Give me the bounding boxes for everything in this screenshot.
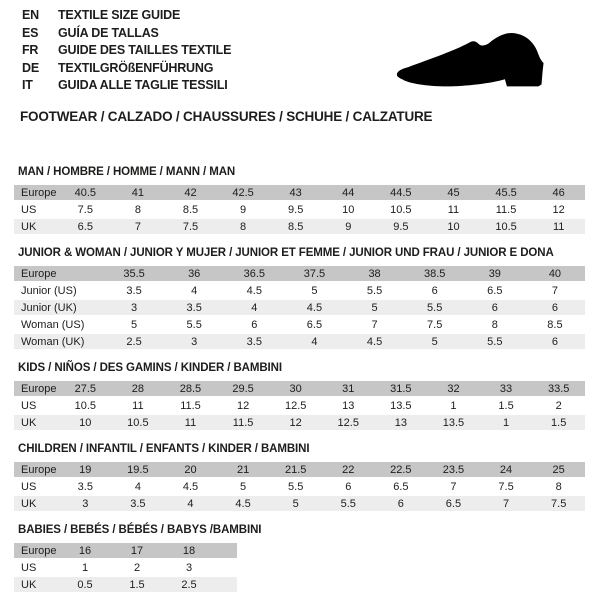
section-children bbox=[14, 443, 585, 513]
size-cell: 2 bbox=[133, 561, 141, 574]
row-label: US bbox=[21, 399, 37, 412]
size-cell: 5 bbox=[240, 480, 247, 493]
size-cell: 40 bbox=[525, 266, 585, 281]
size-cell: 12 bbox=[269, 415, 322, 430]
size-cell: 10.5 bbox=[112, 415, 165, 430]
size-cell: 45.5 bbox=[480, 185, 533, 200]
size-cell: 6.5 bbox=[393, 480, 409, 493]
size-cell: 8 bbox=[555, 480, 562, 493]
size-cell: 11 bbox=[132, 399, 144, 412]
size-cell: 8.5 bbox=[269, 219, 322, 234]
size-cell: 30 bbox=[269, 381, 322, 396]
language-label: TEXTILGRÖßENFÜHRUNG bbox=[58, 60, 214, 75]
size-cell: 35.5 bbox=[104, 266, 164, 281]
language-code: EN bbox=[22, 8, 39, 22]
row-label: UK bbox=[14, 496, 59, 511]
section-babies bbox=[14, 524, 585, 594]
size-cell: 45 bbox=[427, 185, 480, 200]
row-label: UK bbox=[14, 219, 59, 234]
size-cell: 11.5 bbox=[217, 415, 270, 430]
row-label: Europe bbox=[14, 266, 104, 281]
size-cell: 6 bbox=[525, 300, 585, 315]
size-cell: 12.5 bbox=[322, 415, 375, 430]
size-cell: 41 bbox=[112, 185, 165, 200]
language-code: ES bbox=[22, 25, 39, 40]
size-cell: 20 bbox=[164, 462, 217, 477]
size-cell bbox=[215, 543, 237, 558]
size-table-babies bbox=[14, 541, 237, 594]
table-row bbox=[14, 381, 585, 396]
table-row bbox=[14, 496, 585, 511]
size-cell: 3 bbox=[164, 334, 224, 349]
size-cell: 13 bbox=[375, 415, 428, 430]
size-cell: 29.5 bbox=[217, 381, 270, 396]
size-cell: 6 bbox=[375, 496, 428, 511]
size-cell: 37.5 bbox=[284, 266, 344, 281]
size-cell: 6 bbox=[431, 284, 438, 297]
size-cell: 23.5 bbox=[427, 462, 480, 477]
size-cell: 5.5 bbox=[186, 318, 202, 331]
size-cell: 19.5 bbox=[112, 462, 165, 477]
size-cell: 10 bbox=[342, 203, 355, 216]
size-cell: 3 bbox=[185, 561, 193, 574]
size-cell: 6 bbox=[251, 318, 258, 331]
size-cell: 5.5 bbox=[322, 496, 375, 511]
size-tables-area bbox=[14, 166, 585, 594]
size-cell: 5.5 bbox=[366, 284, 383, 297]
table-row bbox=[14, 300, 585, 315]
size-cell: 36.5 bbox=[224, 266, 284, 281]
language-legend bbox=[22, 7, 231, 95]
size-cell: 6 bbox=[465, 300, 525, 315]
size-cell: 11.5 bbox=[495, 203, 517, 216]
size-table-children bbox=[14, 460, 585, 513]
size-cell: 3.5 bbox=[77, 480, 93, 493]
row-label: Junior (UK) bbox=[14, 300, 104, 315]
language-label: GUIDE DES TAILLES TEXTILE bbox=[58, 43, 232, 57]
language-code: IT bbox=[22, 78, 33, 92]
size-cell: 38 bbox=[345, 266, 405, 281]
table-row bbox=[14, 202, 585, 217]
table-row bbox=[14, 479, 585, 494]
row-label: Woman (US) bbox=[21, 318, 85, 331]
table-row bbox=[14, 219, 585, 234]
size-cell: 39 bbox=[465, 266, 525, 281]
size-cell: 7 bbox=[551, 284, 558, 297]
size-cell: 38.5 bbox=[405, 266, 465, 281]
section-title-junior-woman: JUNIOR & WOMAN / JUNIOR Y MUJER / JUNIOR ET FEMME / JUNIOR UND FRAU / JUNIOR E DONA bbox=[18, 247, 554, 259]
size-cell: 7.5 bbox=[498, 480, 514, 493]
size-table-junior-woman bbox=[14, 264, 585, 351]
row-label: UK bbox=[14, 415, 59, 430]
language-code: DE bbox=[22, 60, 39, 75]
size-cell: 10.5 bbox=[390, 203, 412, 216]
section-title-man: MAN / HOMBRE / HOMME / MANN / MAN bbox=[18, 166, 236, 178]
size-cell: 3.5 bbox=[112, 496, 165, 511]
size-cell: 4 bbox=[191, 284, 198, 297]
size-cell: 4.5 bbox=[284, 300, 344, 315]
size-cell: 28.5 bbox=[164, 381, 217, 396]
size-cell: 10.5 bbox=[74, 399, 96, 412]
size-cell: 4.5 bbox=[345, 334, 405, 349]
size-cell: 3.5 bbox=[224, 334, 284, 349]
size-cell: 6.5 bbox=[306, 318, 323, 331]
size-cell: 5 bbox=[269, 496, 322, 511]
section-kids bbox=[14, 362, 585, 432]
size-cell: 32 bbox=[427, 381, 480, 396]
table-row bbox=[14, 317, 585, 332]
row-label: Europe bbox=[14, 462, 59, 477]
size-cell bbox=[215, 560, 237, 575]
size-cell: 33 bbox=[480, 381, 533, 396]
size-cell: 27.5 bbox=[59, 381, 112, 396]
size-cell: 13.5 bbox=[427, 415, 480, 430]
size-cell: 9.5 bbox=[375, 219, 428, 234]
size-cell: 6 bbox=[345, 480, 352, 493]
language-row-it bbox=[22, 77, 231, 95]
table-row bbox=[14, 560, 237, 575]
table-row bbox=[14, 462, 585, 477]
language-row-fr bbox=[22, 42, 231, 60]
language-label: GUÍA DE TALLAS bbox=[58, 25, 159, 40]
size-cell: 7 bbox=[480, 496, 533, 511]
size-cell: 5.5 bbox=[288, 480, 304, 493]
size-cell: 3 bbox=[59, 496, 112, 511]
size-cell: 7 bbox=[371, 318, 378, 331]
size-cell: 7.5 bbox=[164, 219, 217, 234]
section-man bbox=[14, 166, 585, 236]
size-cell: 6.5 bbox=[427, 496, 480, 511]
size-cell: 8 bbox=[491, 318, 498, 331]
size-cell: 11 bbox=[532, 219, 585, 234]
size-cell: 8.5 bbox=[547, 318, 563, 331]
size-cell: 2.5 bbox=[163, 577, 215, 592]
size-cell: 7 bbox=[112, 219, 165, 234]
size-cell: 42.5 bbox=[217, 185, 270, 200]
size-cell: 12 bbox=[236, 399, 250, 412]
size-cell: 40.5 bbox=[59, 185, 112, 200]
size-cell: 42 bbox=[164, 185, 217, 200]
size-cell: 11 bbox=[447, 203, 460, 216]
size-cell: 31.5 bbox=[375, 381, 428, 396]
size-cell: 28 bbox=[112, 381, 165, 396]
size-cell: 4 bbox=[134, 480, 141, 493]
size-cell: 10.5 bbox=[480, 219, 533, 234]
size-cell: 8.5 bbox=[182, 203, 199, 216]
size-cell: 13 bbox=[342, 399, 355, 412]
row-label: US bbox=[21, 203, 37, 216]
row-label: US bbox=[21, 561, 37, 574]
size-cell: 4.5 bbox=[217, 496, 270, 511]
size-cell: 22 bbox=[322, 462, 375, 477]
size-cell: 5.5 bbox=[465, 334, 525, 349]
row-label: Europe bbox=[14, 185, 59, 200]
size-cell: 11.5 bbox=[180, 399, 201, 412]
size-cell: 33.5 bbox=[532, 381, 585, 396]
size-cell: 5 bbox=[131, 318, 138, 331]
table-row bbox=[14, 577, 237, 592]
size-cell: 4.5 bbox=[246, 284, 262, 297]
size-cell: 43 bbox=[269, 185, 322, 200]
size-cell: 11 bbox=[164, 415, 217, 430]
size-cell: 44.5 bbox=[375, 185, 428, 200]
section-title-babies: BABIES / BEBÉS / BÉBÉS / BABYS /BAMBINI bbox=[18, 524, 262, 536]
size-cell: 5 bbox=[311, 284, 318, 297]
size-cell: 6.5 bbox=[487, 284, 503, 297]
section-title-kids: KIDS / NIÑOS / DES GAMINS / KINDER / BAMBINI bbox=[18, 362, 282, 374]
size-cell: 8 bbox=[134, 203, 141, 216]
size-cell: 9.5 bbox=[288, 203, 304, 216]
size-cell: 4 bbox=[164, 496, 217, 511]
table-row bbox=[14, 415, 585, 430]
size-cell: 1 bbox=[480, 415, 533, 430]
size-cell: 7.5 bbox=[427, 318, 443, 331]
size-cell: 3 bbox=[104, 300, 164, 315]
row-label: US bbox=[21, 480, 37, 493]
size-cell: 2 bbox=[555, 399, 562, 412]
size-cell: 1.5 bbox=[532, 415, 585, 430]
size-cell: 8 bbox=[217, 219, 270, 234]
table-row bbox=[14, 334, 585, 349]
size-cell: 1.5 bbox=[498, 399, 514, 412]
size-cell: 21.5 bbox=[269, 462, 322, 477]
size-cell: 7.5 bbox=[77, 203, 93, 216]
size-cell: 44 bbox=[322, 185, 375, 200]
size-cell: 9 bbox=[240, 203, 247, 216]
size-cell: 16 bbox=[59, 543, 111, 558]
size-cell: 4 bbox=[224, 300, 284, 315]
size-cell: 24 bbox=[480, 462, 533, 477]
size-cell: 1 bbox=[81, 561, 89, 574]
row-label: UK bbox=[14, 577, 59, 592]
language-row-en bbox=[22, 7, 231, 25]
row-label: Europe bbox=[14, 381, 59, 396]
row-label: Woman (UK) bbox=[14, 334, 104, 349]
language-label: GUIDA ALLE TAGLIE TESSILI bbox=[58, 78, 228, 92]
size-cell: 3.5 bbox=[164, 300, 224, 315]
size-cell: 6.5 bbox=[59, 219, 112, 234]
size-cell: 5 bbox=[345, 300, 405, 315]
size-cell: 19 bbox=[59, 462, 112, 477]
size-cell: 9 bbox=[322, 219, 375, 234]
section-junior-woman bbox=[14, 247, 585, 351]
row-label: Europe bbox=[14, 543, 59, 558]
size-cell: 18 bbox=[163, 543, 215, 558]
size-cell: 0.5 bbox=[59, 577, 111, 592]
size-cell: 1.5 bbox=[111, 577, 163, 592]
size-cell: 2.5 bbox=[104, 334, 164, 349]
size-cell: 22.5 bbox=[375, 462, 428, 477]
size-cell: 12.5 bbox=[284, 399, 307, 412]
size-cell: 12 bbox=[552, 203, 565, 216]
size-cell: 25 bbox=[532, 462, 585, 477]
size-table-kids bbox=[14, 379, 585, 432]
table-row bbox=[14, 185, 585, 200]
size-cell: 1 bbox=[450, 399, 457, 412]
size-cell: 21 bbox=[217, 462, 270, 477]
table-row bbox=[14, 543, 237, 558]
size-cell: 3.5 bbox=[126, 284, 142, 297]
dress-shoe-icon bbox=[394, 30, 570, 94]
language-row-de bbox=[22, 60, 231, 78]
size-table-man bbox=[14, 183, 585, 236]
size-cell: 7.5 bbox=[532, 496, 585, 511]
size-cell: 7 bbox=[450, 480, 457, 493]
category-title: FOOTWEAR / CALZADO / CHAUSSURES / SCHUHE / CALZATURE bbox=[20, 109, 433, 124]
table-row bbox=[14, 398, 585, 413]
size-cell: 5 bbox=[405, 334, 465, 349]
language-row-es bbox=[22, 25, 231, 43]
size-cell: 4 bbox=[284, 334, 344, 349]
section-title-children: CHILDREN / INFANTIL / ENFANTS / KINDER / BAMBINI bbox=[18, 443, 310, 455]
row-label: Junior (US) bbox=[21, 284, 77, 297]
size-cell bbox=[215, 577, 237, 592]
size-cell: 4.5 bbox=[182, 480, 199, 493]
table-row bbox=[14, 266, 585, 281]
language-code: FR bbox=[22, 43, 39, 57]
size-cell: 5.5 bbox=[405, 300, 465, 315]
size-cell: 6 bbox=[525, 334, 585, 349]
size-cell: 10 bbox=[59, 415, 112, 430]
size-cell: 17 bbox=[111, 543, 163, 558]
table-row bbox=[14, 283, 585, 298]
size-cell: 36 bbox=[164, 266, 224, 281]
language-label: TEXTILE SIZE GUIDE bbox=[58, 8, 181, 22]
size-cell: 31 bbox=[322, 381, 375, 396]
size-cell: 10 bbox=[427, 219, 480, 234]
size-cell: 13.5 bbox=[390, 399, 412, 412]
size-cell: 46 bbox=[532, 185, 585, 200]
